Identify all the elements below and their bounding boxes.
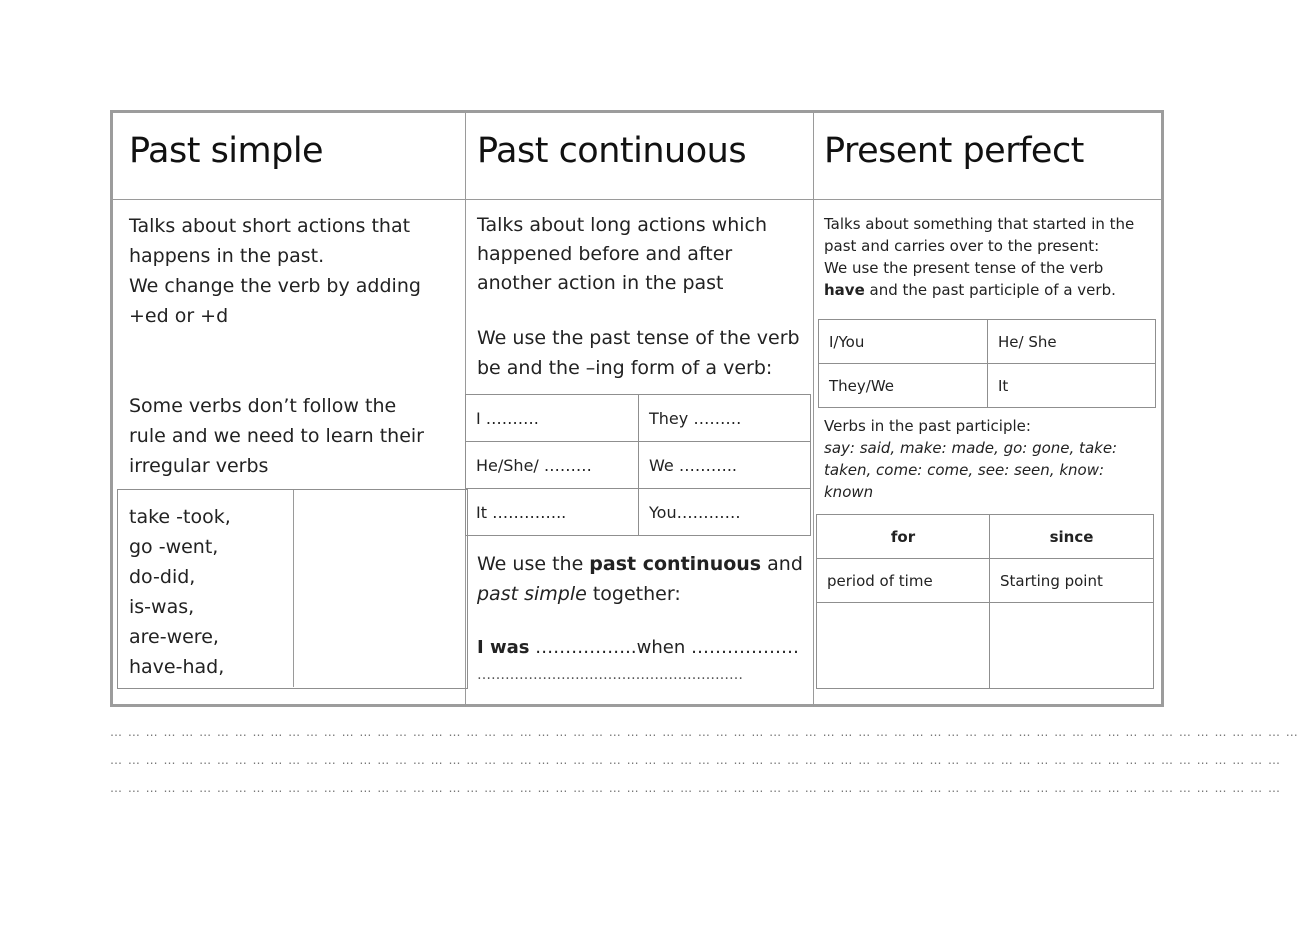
table-header: since [990, 515, 1154, 559]
table-cell: We ……….. [639, 442, 811, 489]
table-cell: I/You [819, 320, 988, 364]
past-simple-title: Past simple [129, 131, 324, 171]
past-continuous-description: Talks about long actions which happened before and after another action in the past [477, 214, 768, 294]
table-cell: They/We [819, 364, 988, 408]
header-divider [113, 199, 1161, 200]
present-perfect-description: Talks about something that started in the past and carries over to the present: We use the present tense of the verb have and the past participle of a verb. [824, 215, 1135, 299]
table-cell: He/She/ ……… [466, 442, 639, 489]
for-since-table [816, 514, 1154, 689]
present-perfect-title: Present perfect [824, 131, 1084, 171]
irregular-verbs-note: Some verbs don’t follow the rule and we need to learn their irregular verbs [129, 395, 424, 477]
table-cell [817, 603, 990, 689]
past-simple-description: Talks about short actions that happens in the past. We change the verb by adding +ed or +d [129, 215, 421, 327]
past-continuous-title: Past continuous [477, 131, 747, 171]
table-cell: You………… [639, 489, 811, 536]
past-continuous-rule: We use the past tense of the verb be and the –ing form of a verb: [477, 327, 800, 379]
table-cell: I ………. [466, 395, 639, 442]
table-cell: They ……… [639, 395, 811, 442]
irregular-verbs-list: take -took, go -went, do-did, is-was, are-were, have-had, [129, 506, 231, 678]
table-header: for [817, 515, 990, 559]
column-divider [813, 113, 814, 707]
past-continuous-pronoun-table [465, 394, 811, 536]
table-cell: period of time [817, 559, 990, 603]
present-perfect-pronoun-table [818, 319, 1156, 408]
table-cell [990, 603, 1154, 689]
writing-line: … … … … … … … … … … … … … … … … … … … … … … … … … … … … … … … … … … … … … … … … … … … … … … … … … … … … … … … … … … … … … … … … … … [110, 781, 1281, 795]
together-rule: We use the past continuous and past simple together: [477, 553, 803, 605]
writing-line: … … … … … … … … … … … … … … … … … … … … … … … … … … … … … … … … … … … … … … … … … … … … … … … … … … … … … … … … … … … … … … … … … … … [110, 725, 1299, 739]
example-sentence: I was ……………..when ……………… ………………………………………………… [477, 637, 799, 683]
table-cell: It ………….. [466, 489, 639, 536]
table-cell: Starting point [990, 559, 1154, 603]
writing-line: … … … … … … … … … … … … … … … … … … … … … … … … … … … … … … … … … … … … … … … … … … … … … … … … … … … … … … … … … … … … … … … … … … [110, 753, 1281, 767]
grammar-worksheet [110, 110, 1164, 707]
irregular-verbs-box [117, 489, 468, 689]
table-cell: It [988, 364, 1156, 408]
past-participle-examples: Verbs in the past participle: say: said, make: made, go: gone, take: taken, come: come, see: seen, know: known [824, 417, 1118, 501]
table-cell: He/ She [988, 320, 1156, 364]
